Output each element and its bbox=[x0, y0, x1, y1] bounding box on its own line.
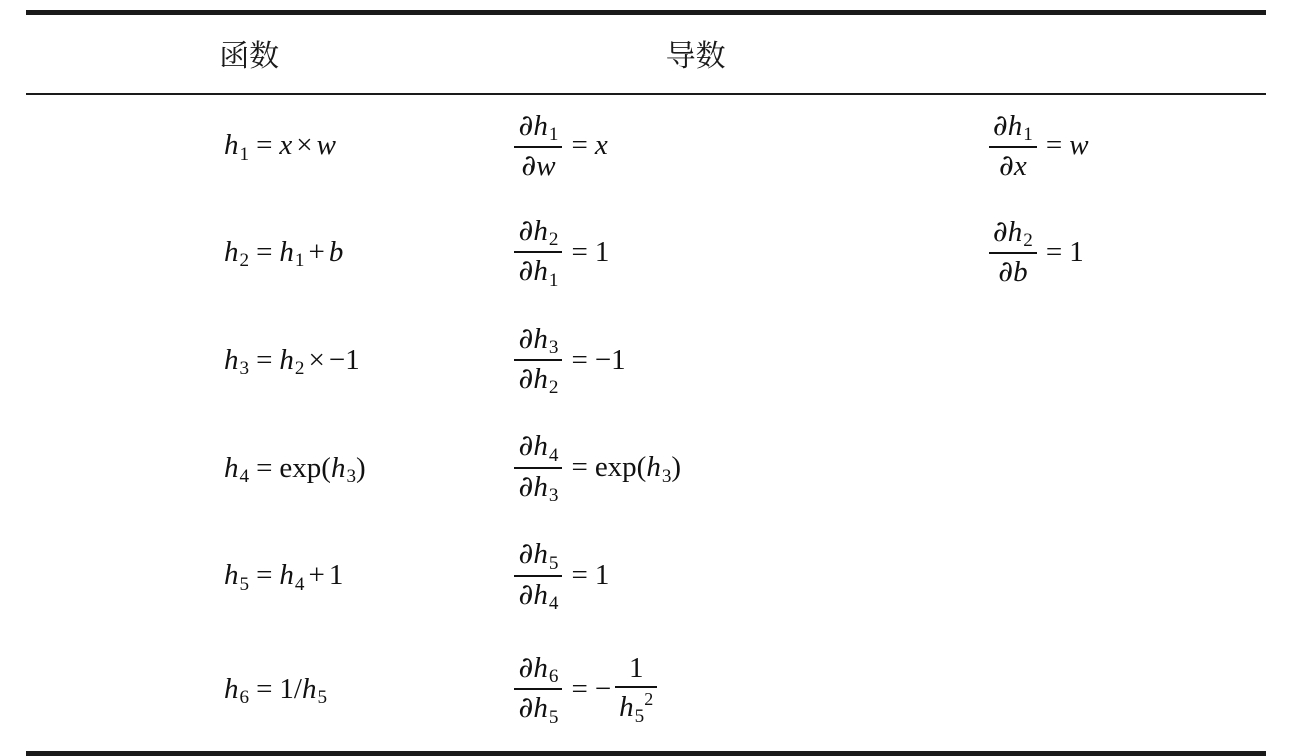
formula-dh4-dh3: $\frac{\partial h_4}{\partial h_3}$ = $\exp(h_3)$ bbox=[512, 451, 681, 483]
formula-h6: $h_6 = 1/h_5$ bbox=[224, 673, 328, 709]
formula-dh3-dh2: $\frac{\partial h_3}{\partial h_2}$ = −1 bbox=[512, 344, 625, 376]
fraction: $\frac{\partial h_1}{\partial w}$ bbox=[514, 110, 562, 183]
formula-h1: $h_1 = x \times w$ bbox=[224, 129, 336, 165]
cell-function-1 bbox=[26, 95, 472, 200]
fraction: $\frac{\partial h_4}{\partial h_3}$ bbox=[514, 430, 562, 506]
formula-h3: $h_3 = h_2 \times -1$ bbox=[224, 343, 360, 380]
header-function: 函数 bbox=[219, 40, 280, 73]
formula-h2: $h_2 = h_1 + b$ bbox=[224, 235, 344, 272]
fraction: $\frac{\partial h_2}{\partial b}$ bbox=[989, 216, 1037, 289]
fraction: $\frac{\partial h_1}{\partial x}$ bbox=[989, 110, 1037, 183]
cell-function-6 bbox=[26, 631, 472, 751]
formula-h5: $h_5 = h_4 + 1$ bbox=[224, 559, 344, 595]
derivatives-table-body bbox=[26, 95, 1266, 751]
formula-dh2-dh1: $\frac{\partial h_2}{\partial h_1}$ = 1 bbox=[512, 236, 609, 268]
cell-derivative-2-2 bbox=[919, 200, 1266, 308]
formula-dh5-dh4: $\frac{\partial h_5}{\partial h_4}$ = 1 bbox=[512, 559, 609, 591]
cell-derivative-2-6 bbox=[919, 631, 1266, 751]
cell-derivative-2-4 bbox=[919, 416, 1266, 524]
derivatives-table bbox=[26, 15, 1266, 93]
formula-h4: $h_4 = \exp(h_3)$ bbox=[224, 451, 366, 487]
fraction: $\frac{\partial h_2}{\partial h_1}$ bbox=[514, 215, 562, 291]
cell-function-2 bbox=[26, 200, 472, 308]
table-row bbox=[26, 200, 1266, 308]
formula-dh6-dh5: $\frac{\partial h_6}{\partial h_5}$ = − $\frac{1}{h_5^2}$ bbox=[512, 673, 659, 705]
formula-dh1-dx: $\frac{\partial h_1}{\partial x}$ = w bbox=[987, 129, 1089, 161]
table-header-row bbox=[26, 15, 1266, 93]
fraction: $\frac{1}{h_5^2}$ bbox=[615, 653, 657, 726]
table-row bbox=[26, 416, 1266, 524]
table-row bbox=[26, 95, 1266, 200]
cell-derivative-2-5 bbox=[919, 524, 1266, 632]
table-row bbox=[26, 308, 1266, 416]
fraction: $\frac{\partial h_6}{\partial h_5}$ bbox=[514, 652, 562, 728]
cell-derivative-2-1 bbox=[919, 95, 1266, 200]
cell-derivative-1-2 bbox=[472, 200, 918, 308]
header-derivative: 导数 bbox=[665, 40, 726, 73]
table-bottom-rule bbox=[26, 751, 1266, 756]
cell-derivative-1-3 bbox=[472, 308, 918, 416]
header-spacer bbox=[919, 15, 1266, 93]
cell-derivative-1-4 bbox=[472, 416, 918, 524]
math-table-container bbox=[26, 10, 1266, 756]
cell-function-5 bbox=[26, 524, 472, 632]
cell-derivative-1-6 bbox=[472, 631, 918, 751]
cell-derivative-2-3 bbox=[919, 308, 1266, 416]
fraction: $\frac{\partial h_3}{\partial h_2}$ bbox=[514, 323, 562, 399]
cell-function-4 bbox=[26, 416, 472, 524]
cell-derivative-1-1 bbox=[472, 95, 918, 200]
fraction: $\frac{\partial h_5}{\partial h_4}$ bbox=[514, 538, 562, 614]
cell-function-3 bbox=[26, 308, 472, 416]
table-row bbox=[26, 524, 1266, 632]
table-row bbox=[26, 631, 1266, 751]
formula-dh1-dw: $\frac{\partial h_1}{\partial w}$ = x bbox=[512, 129, 607, 161]
cell-derivative-1-5 bbox=[472, 524, 918, 632]
formula-dh2-db: $\frac{\partial h_2}{\partial b}$ = 1 bbox=[987, 236, 1084, 268]
